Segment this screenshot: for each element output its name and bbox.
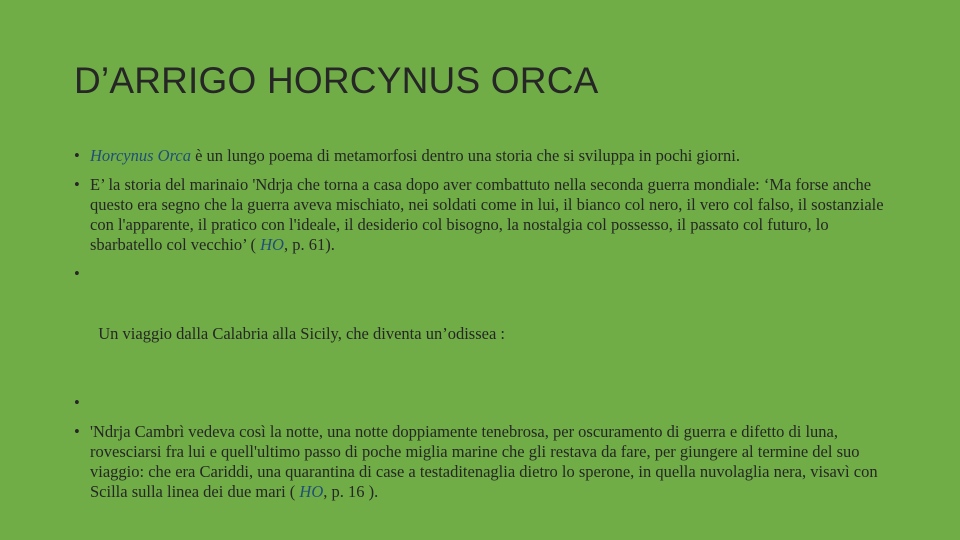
bullet-text bbox=[90, 146, 894, 166]
bullet-text bbox=[90, 175, 894, 255]
bullet-icon: • bbox=[74, 146, 80, 165]
citation-abbrev: HO bbox=[260, 235, 284, 254]
slide-body bbox=[74, 146, 894, 511]
quote-text: 'Ndrja Cambrì vedeva così la notte, una notte doppiamente tenebrosa, per oscuramento di guerra e difetto di luna, rovesciarsi fra lui e quell'ultimo passo di poche miglia marine che gli restava da fare, per giungere al termine del suo viaggio: che era Cariddi, una quarantina di case a testaditenaglia dietro lo sperone, in quella nuvolaglia nera, visavì con Scilla sulla linea dei due mari ( bbox=[90, 422, 878, 501]
citation-page: , p. 61). bbox=[283, 235, 335, 254]
bullet-icon: • bbox=[74, 175, 80, 194]
bullet-text bbox=[90, 393, 894, 413]
slide-title: D’ARRIGO HORCYNUS ORCA bbox=[74, 60, 599, 101]
bullet-item bbox=[74, 422, 894, 502]
bullet-text: Un viaggio dalla Calabria alla Sicily, che diventa un’odissea : bbox=[90, 324, 505, 343]
bullet-icon: • bbox=[74, 264, 80, 283]
bullet-icon: • bbox=[74, 422, 80, 441]
citation-abbrev: HO bbox=[299, 482, 324, 501]
bullet-item bbox=[74, 146, 894, 166]
bullet-item bbox=[74, 264, 894, 384]
quote-text: E’ la storia del marinaio 'Ndrja che torna a casa dopo aver combattuto nella seconda guerra mondiale: ‘Ma forse anche questo era segno che la guerra aveva mischiato, nei soldati come in lui, il bianco col nero, il vero col falso, il sostanziale con l'apparente, il pratico con l'ideale, il desiderio col bisogno, la nostalgia col possesso, il passato col futuro, lo sbarbatello col vecchio’ ( bbox=[90, 175, 884, 254]
bullet-item bbox=[74, 175, 894, 255]
citation-page: , p. 16 ). bbox=[323, 482, 379, 501]
bullet-text-body: è un lungo poema di metamorfosi dentro una storia che si sviluppa in pochi giorni. bbox=[190, 146, 740, 165]
bullet-text bbox=[90, 422, 894, 502]
work-title: Horcynus Orca bbox=[90, 146, 191, 165]
bullet-icon: • bbox=[74, 393, 80, 412]
bullet-item-empty bbox=[74, 393, 894, 413]
